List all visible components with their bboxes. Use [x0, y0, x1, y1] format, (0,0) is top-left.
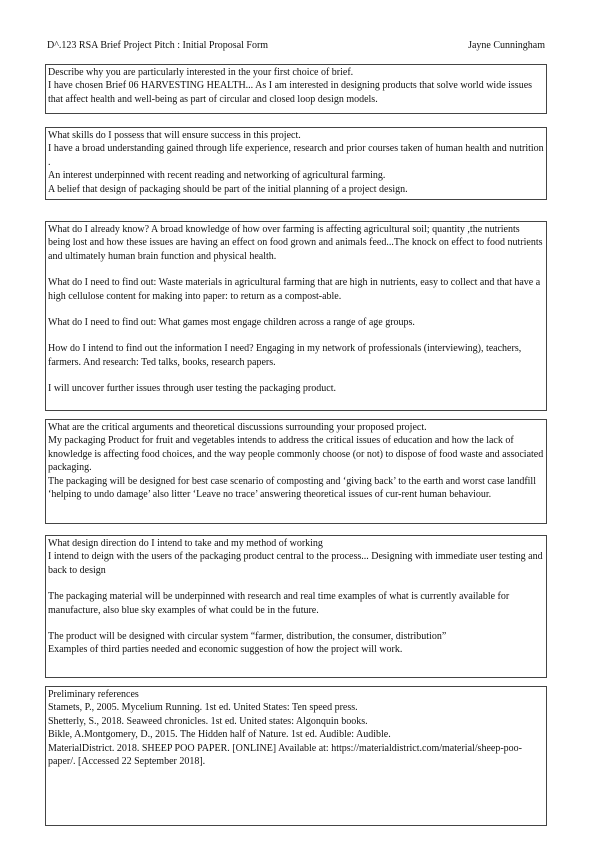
section-question: Describe why you are particularly interested in the your first choice of brief. — [48, 67, 354, 78]
section-question: What are the critical arguments and theoretical discussions surrounding your proposed project. — [48, 422, 427, 433]
section-knowledge — [45, 221, 547, 411]
section-interest — [45, 64, 547, 114]
reference-item: Stamets, P., 2005. Mycelium Running. 1st ed. United States: Ten speed press. — [48, 702, 358, 714]
section-paragraph: The packaging material will be underpinned with research and real time examples of what is currently available for manufacture, also blue sky examples of what could be in the future. — [48, 591, 510, 616]
reference-item: Shetterly, S., 2018. Seaweed chronicles. 1st ed. United states: Algonquin books. — [48, 715, 368, 727]
section-question: What design direction do I intend to take and my method of working — [48, 538, 323, 549]
form-title: D^.123 RSA Brief Project Pitch : Initial Proposal Form — [47, 40, 269, 51]
section-answer: An interest underpinned with recent reading and networking of agricultural farming. — [48, 170, 386, 182]
section-paragraph: What do I need to find out: Waste materials in agricultural farming that are high in nutrients, easy to collect and that have a high cellulose content for making into paper: to return as a compost-able. — [48, 277, 541, 302]
section-references — [45, 686, 547, 826]
section-paragraph: Examples of third parties needed and economic suggestion of how the project will work. — [48, 644, 403, 656]
section-answer: I have chosen Brief 06 HARVESTING HEALTH... As I am interested in designing products that solve world wide issues that affect health and well-being as part of circular and closed loop design models. — [48, 80, 533, 105]
section-paragraph: What do I need to find out: What games most engage children across a range of age groups. — [48, 317, 415, 329]
section-design-direction — [45, 535, 547, 678]
section-question: What skills do I possess that will ensure success in this project. — [48, 130, 301, 141]
section-paragraph: I intend to deign with the users of the packaging product central to the process... Designing with immediate user testing and back to design — [48, 551, 543, 576]
reference-item: Bikle, A.Montgomery, D., 2015. The Hidden half of Nature. 1st ed. Audible: Audible. — [48, 729, 391, 741]
section-answer: I have a broad understanding gained through life experience, research and prior courses taken of human health and nutrition . — [48, 143, 544, 168]
section-critical-arguments — [45, 419, 547, 524]
section-paragraph: How do I intend to find out the information I need? Engaging in my network of professionals (interviewing), teachers, farmers. And research: Ted talks, books, research papers. — [48, 343, 522, 368]
reference-item: MaterialDistrict. 2018. SHEEP POO PAPER. [ONLINE] Available at: https://materialdistrict.com/material/sheep-poo-paper/. [Accessed 22 September 2018]. — [48, 742, 522, 768]
section-answer: The packaging will be designed for best case scenario of composting and ‘giving back’ to the earth and worst case landfill ‘helping to undo damage’ also litter ‘Leave no trace’ answering theoretical issues of cur-rent human behaviour. — [48, 475, 536, 501]
references-heading: Preliminary references — [48, 689, 139, 700]
section-paragraph: What do I already know? A broad knowledge of how over farming is affecting agricultural soil; quantity ,the nutrients being lost and how these issues are having an effect on food grown and animals feed...The knock on effect to food nutrients and ultimately human brain function and physical health. — [48, 224, 543, 262]
author-name: Jayne Cunningham — [468, 40, 545, 51]
section-answer: A belief that design of packaging should be part of the initial planning of a project design. — [48, 183, 408, 195]
section-paragraph: The product will be designed with circular system “farmer, distribution, the consumer, distribution” — [48, 631, 447, 643]
section-answer: My packaging Product for fruit and vegetables intends to address the critical issues of education and how the lack of knowledge is affecting food choices, and the way people commonly choose (or not) to dispose of food waste and associated packaging. — [48, 435, 544, 474]
section-skills — [45, 127, 547, 200]
section-paragraph: I will uncover further issues through user testing the packaging product. — [48, 383, 336, 395]
